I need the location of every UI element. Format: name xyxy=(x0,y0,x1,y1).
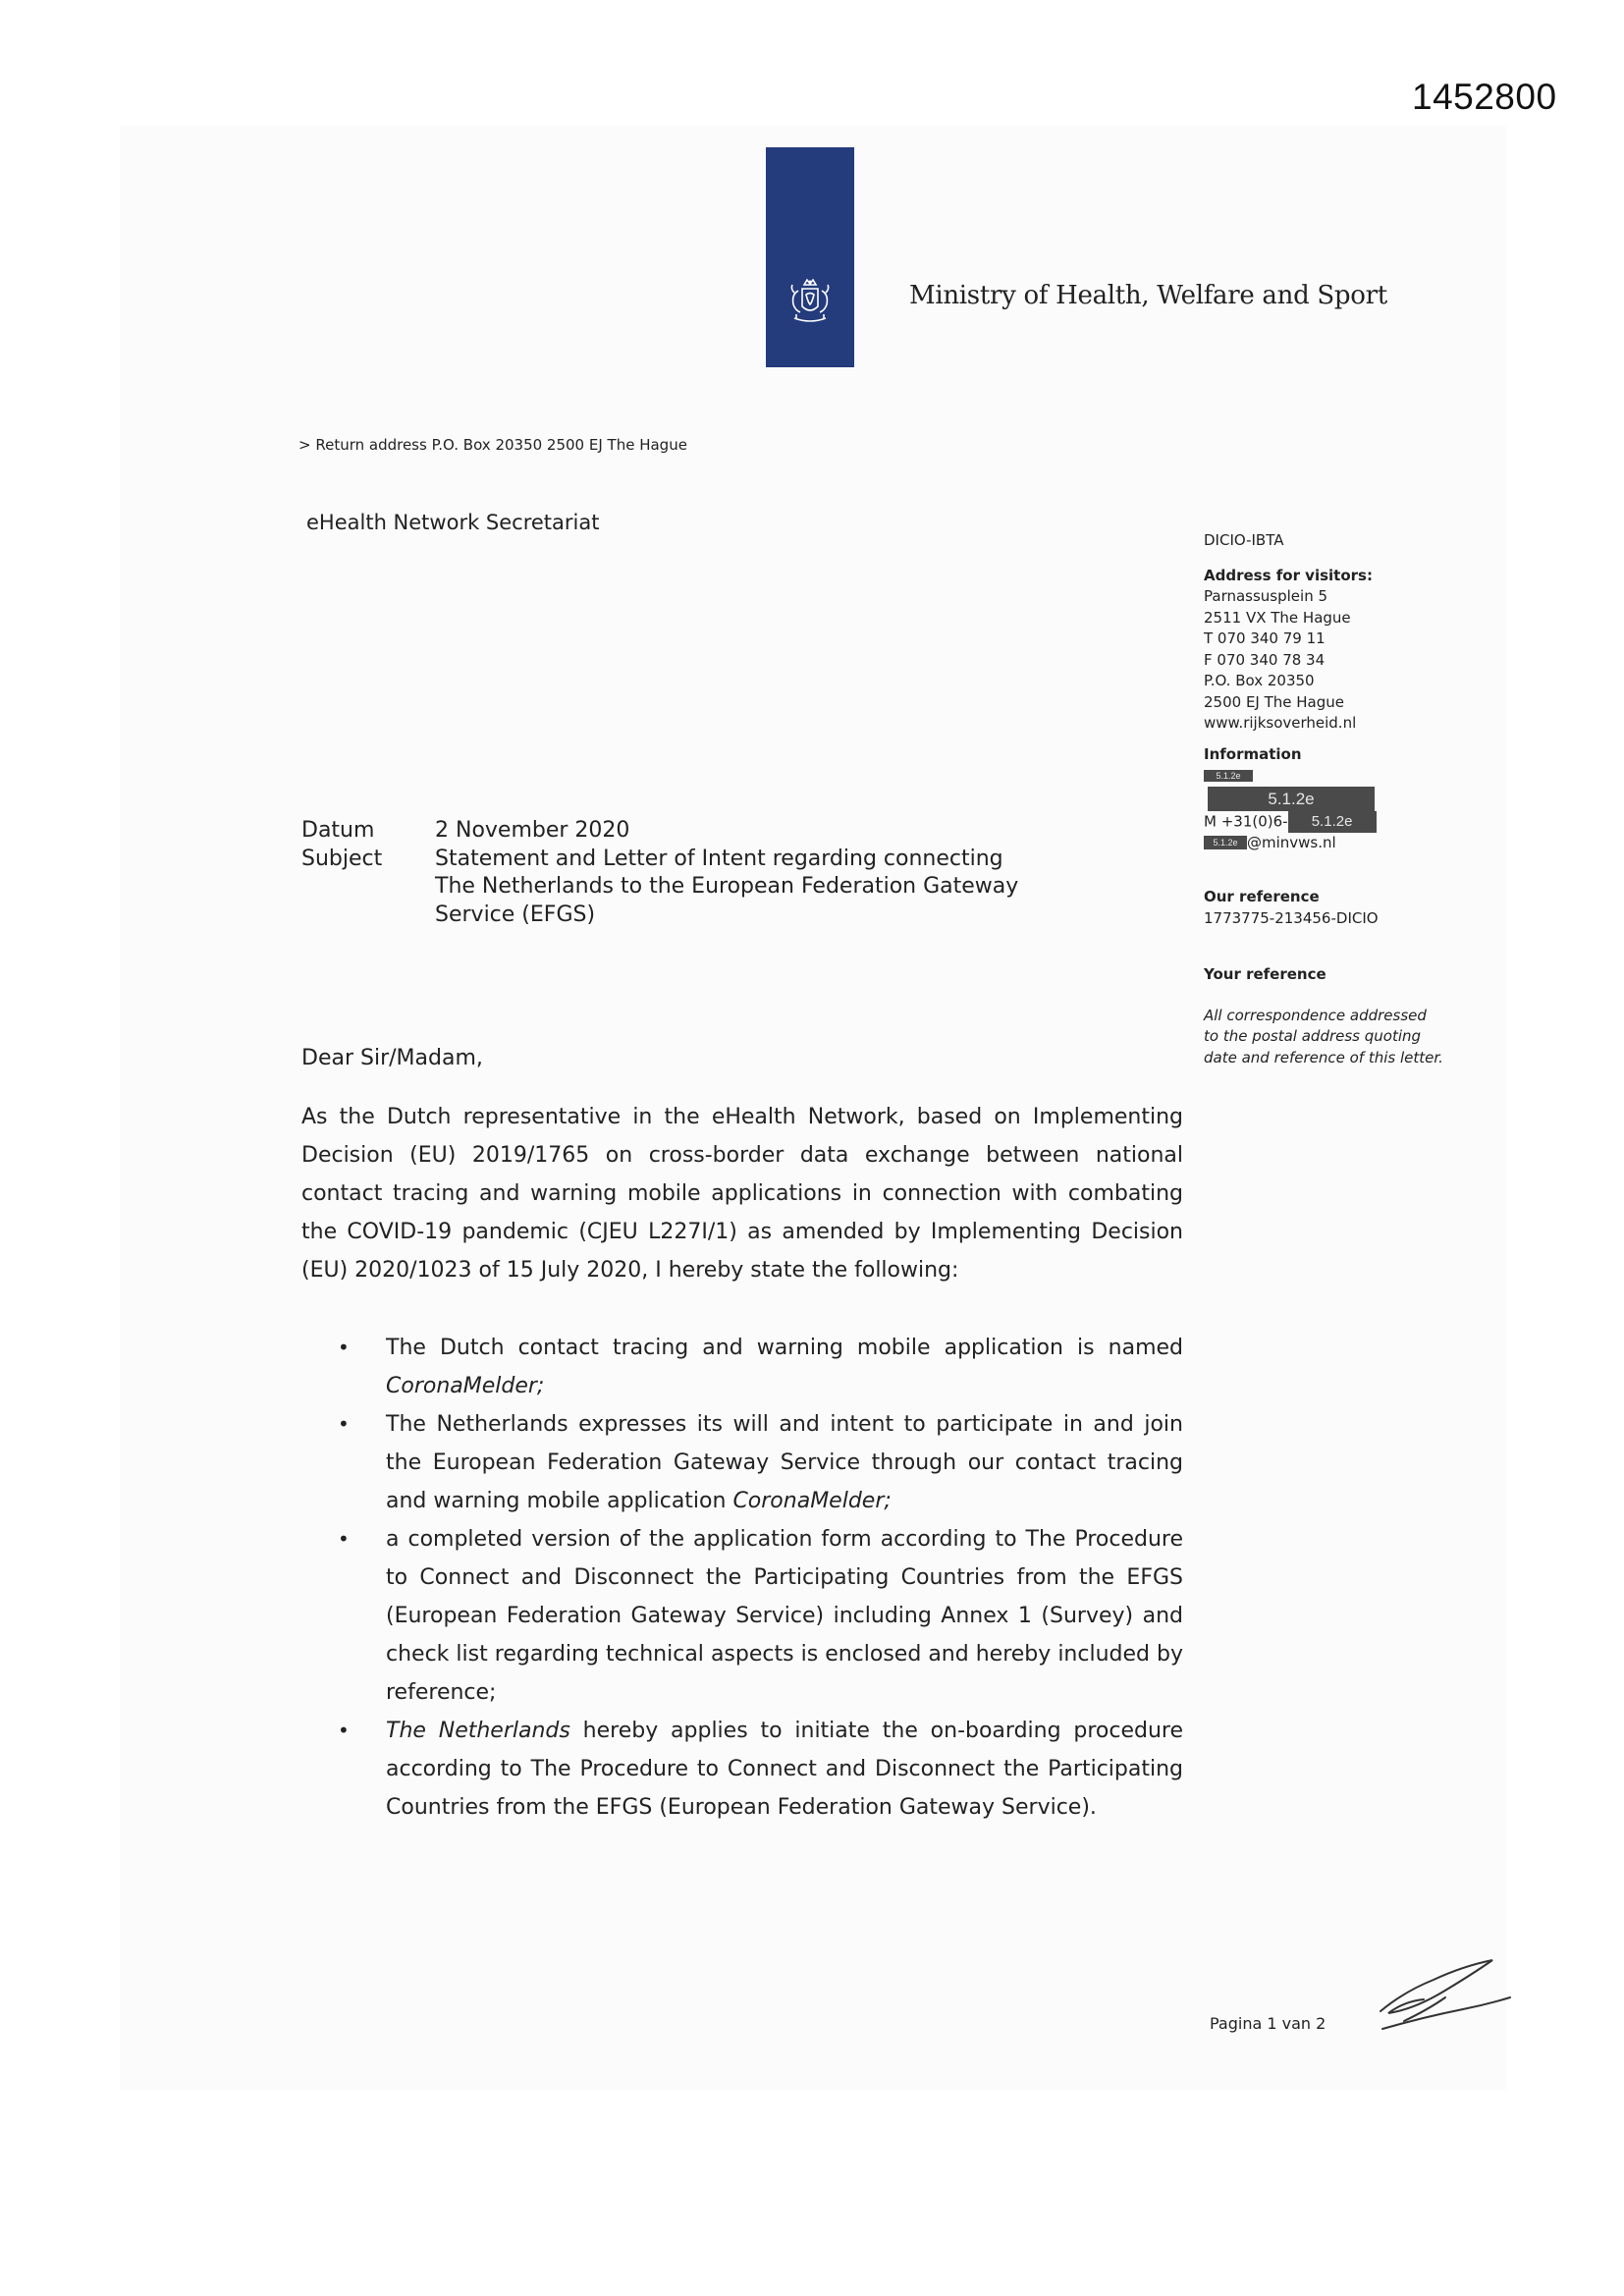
bullet-icon: • xyxy=(338,1412,350,1436)
information-heading: Information xyxy=(1204,744,1302,763)
signature-icon xyxy=(1375,1952,1512,2041)
address-line: 2500 EJ The Hague xyxy=(1204,692,1345,711)
statement-list xyxy=(338,1329,1183,1827)
address-line: T 070 340 79 11 xyxy=(1204,629,1326,647)
page-number: Pagina 1 van 2 xyxy=(1210,2014,1326,2033)
redaction-box: 5.1.2e xyxy=(1288,811,1377,833)
list-item: • The Netherlands hereby applies to initiate the on-boarding procedure according to The Procedure to Connect and Disconnect the Participating Countries from the EFGS (European Federation Gateway Service). xyxy=(338,1712,1183,1827)
subject-label: Subject xyxy=(301,846,383,871)
visitors-heading: Address for visitors: xyxy=(1204,566,1373,584)
website: www.rijksoverheid.nl xyxy=(1204,714,1357,732)
intro-paragraph: As the Dutch representative in the eHealth Network, based on Implementing Decision (EU) 2019/1765 on cross-border data exchange between national contact tracing and warning mobile applications in connection with combating the COVID-19 pandemic (CJEU L227I/1) as amended by Implementing Decision (EU) 2020/1023 of 15 July 2020, I hereby state the following: xyxy=(301,1105,1183,1283)
government-logo xyxy=(766,147,854,367)
address-line: P.O. Box 20350 xyxy=(1204,672,1315,689)
address-line: F 070 340 78 34 xyxy=(1204,650,1326,669)
document-id: 1452800 xyxy=(1412,77,1557,117)
sender-sidebar xyxy=(1204,530,1459,1068)
list-item: • The Netherlands expresses its will and intent to participate in and join the European Federation Gateway Service through our contact tracing and warning mobile application CoronaMelder; xyxy=(338,1405,1183,1520)
subject-line: Statement and Letter of Intent regarding connecting xyxy=(435,846,1003,871)
correspondence-note: All correspondence addressed to the postal address quoting date and reference of this letter. xyxy=(1204,1006,1443,1066)
coat-of-arms-icon xyxy=(783,275,838,334)
letter-meta xyxy=(301,817,1024,929)
ministry-name: Ministry of Health, Welfare and Sport xyxy=(909,281,1387,310)
your-reference-heading: Your reference xyxy=(1204,965,1326,983)
mobile-prefix: M +31(0)6- xyxy=(1204,812,1288,830)
email-suffix: @minvws.nl xyxy=(1247,833,1336,851)
our-reference: 1773775-213456-DICIO xyxy=(1204,908,1379,927)
date-value: 2 November 2020 xyxy=(435,818,630,843)
redaction-box: 5.1.2e xyxy=(1204,836,1247,849)
list-item: • The Dutch contact tracing and warning mobile application is named CoronaMelder; xyxy=(338,1329,1183,1405)
subject-line: Service (EFGS) xyxy=(435,902,596,927)
department: DICIO-IBTA xyxy=(1204,531,1284,549)
our-reference-heading: Our reference xyxy=(1204,888,1320,905)
salutation: Dear Sir/Madam, xyxy=(301,1046,483,1070)
bullet-icon: • xyxy=(338,1336,350,1359)
bullet-icon: • xyxy=(338,1719,350,1742)
redaction-box: 5.1.2e xyxy=(1208,787,1375,811)
recipient: eHealth Network Secretariat xyxy=(306,511,600,534)
return-address: > Return address P.O. Box 20350 2500 EJ The Hague xyxy=(298,436,687,454)
address-line: 2511 VX The Hague xyxy=(1204,608,1351,627)
list-item: • a completed version of the application form according to The Procedure to Connect and Disconnect the Participating Countries from the EFGS (European Federation Gateway Service) including Annex 1 (Survey) and check list regarding technical aspects is enclosed and hereby included by reference; xyxy=(338,1520,1183,1712)
subject-line: The Netherlands to the European Federation Gateway xyxy=(435,874,1019,899)
redaction-box: 5.1.2e xyxy=(1204,770,1253,782)
date-label: Datum xyxy=(301,818,375,843)
address-line: Parnassusplein 5 xyxy=(1204,587,1328,605)
bullet-icon: • xyxy=(338,1527,350,1551)
